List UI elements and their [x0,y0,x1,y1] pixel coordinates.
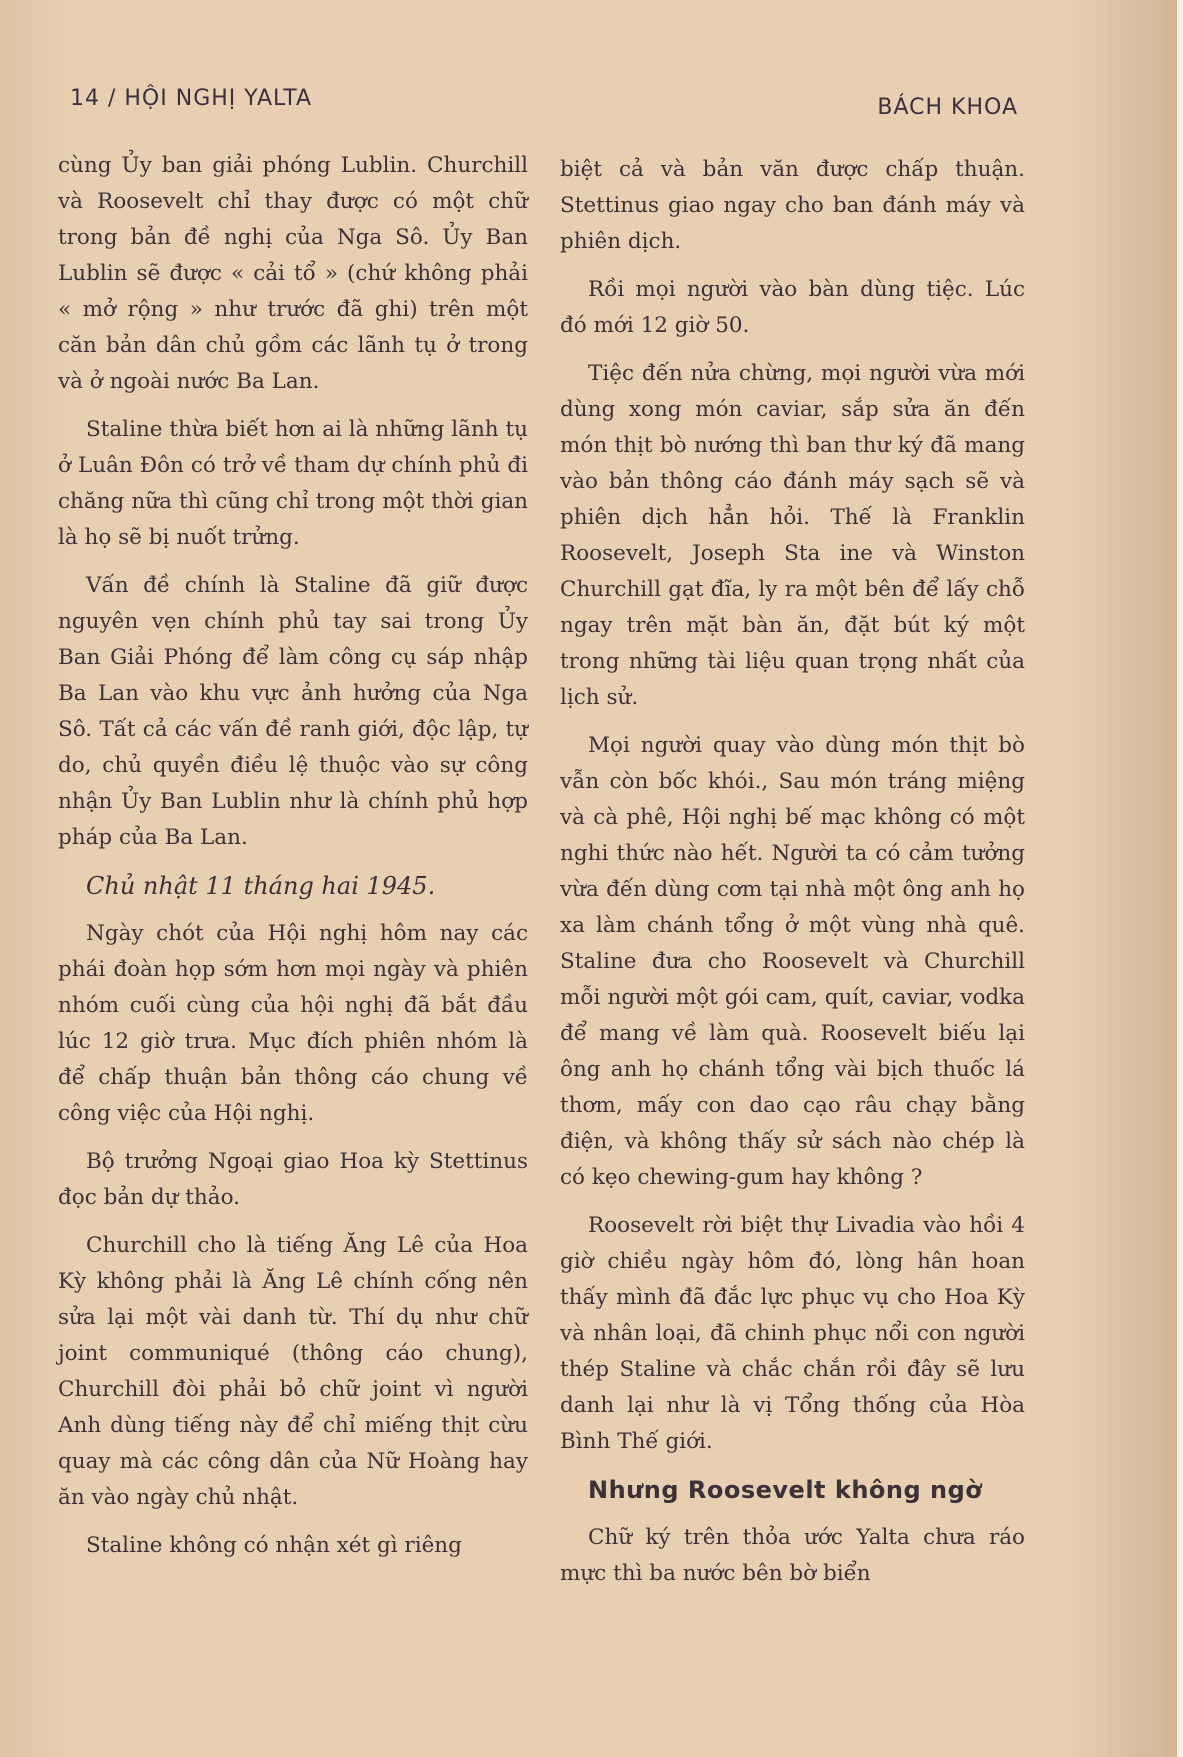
right-column [560,152,1025,1604]
paragraph: Staline không có nhận xét gì riêng [86,1533,462,1558]
paragraph: Roosevelt rời biệt thự Livadia vào hồi 4 giờ chiều ngày hôm đó, lòng hân hoan thấy mình đã đắc lực phục vụ cho Hoa Kỳ và nhân loại, đã chinh phục nổi con người thép Staline và chắc chắn rồi đây sẽ lưu danh lại như là vị Tổng thống của Hòa Bình Thế giới. [560,1213,1025,1454]
paragraph: cùng Ủy ban giải phóng Lublin. Churchill và Roosevelt chỉ thay được có một chữ trong bản đề nghị của Nga Sô. Ủy Ban Lublin sẽ được « cải tổ » (chứ không phải « mở rộng » như trước đã ghi) trên một căn bản dân chủ gồm các lãnh tụ ở trong và ở ngoài nước Ba Lan. [58,153,528,394]
paragraph: Rồi mọi người vào bàn dùng tiệc. Lúc đó mới 12 giờ 50. [560,277,1025,338]
paragraph: Tiệc đến nửa chừng, mọi người vừa mới dùng xong món caviar, sắp sửa ăn đến món thịt bò nướng thì ban thư ký đã mang vào bản thông cáo đánh máy sạch sẽ và phiên dịch hẳn hỏi. Thế là Franklin Roosevelt, Joseph Sta ine và Winston Churchill gạt đĩa, ly ra một bên để lấy chỗ ngay trên mặt bàn ăn, đặt bút ký một trong những tài liệu quan trọng nhất của lịch sử. [560,361,1025,710]
paragraph: Vấn đề chính là Staline đã giữ được nguyên vẹn chính phủ tay sai trong Ủy Ban Giải Phóng để làm công cụ sáp nhập Ba Lan vào khu vực ảnh hưởng của Nga Sô. Tất cả các vấn đề ranh giới, độc lập, tự do, chủ quyền điều lệ thuộc vào sự công nhận Ủy Ban Lublin như là chính phủ hợp pháp của Ba Lan. [58,573,528,850]
paragraph: Churchill cho là tiếng Ăng Lê của Hoa Kỳ không phải là Ăng Lê chính cống nên sửa lại một vài danh từ. Thí dụ như chữ joint communiqué (thông cáo chung), Churchill đòi phải bỏ chữ joint vì người Anh dùng tiếng này để chỉ miếng thịt cừu quay mà các công dân của Nữ Hoàng hay ăn vào ngày chủ nhật. [58,1233,528,1510]
running-head: BÁCH KHOA [877,95,1018,120]
dateline: Chủ nhật 11 tháng hai 1945. [86,872,436,900]
paragraph: biệt cả và bản văn được chấp thuận. Stettinus giao ngay cho ban đánh máy và phiên dịch. [560,157,1025,254]
section-subheading: Nhưng Roosevelt không ngờ [588,1476,983,1504]
paragraph: Chữ ký trên thỏa ước Yalta chưa ráo mực thì ba nước bên bờ biển [560,1525,1025,1586]
paragraph: Bộ trưởng Ngoại giao Hoa kỳ Stettinus đọc bản dự thảo. [58,1149,528,1210]
left-column [58,148,528,1576]
page-header-left: 14 / HỘI NGHỊ YALTA [70,86,313,111]
paragraph: Staline thừa biết hơn ai là những lãnh tụ ở Luân Đôn có trở về tham dự chính phủ đi chăng nữa thì cũng chỉ trong một thời gian là họ sẽ bị nuốt trửng. [58,417,528,550]
paragraph: Ngày chót của Hội nghị hôm nay các phái đoàn họp sớm hơn mọi ngày và phiên nhóm cuối cùng của hội nghị đã bắt đầu lúc 12 giờ trưa. Mục đích phiên nhóm là để chấp thuận bản thông cáo chung về công việc của Hội nghị. [58,921,528,1126]
page-edge [1177,0,1183,1757]
paragraph: Mọi người quay vào dùng món thịt bò vẫn còn bốc khói., Sau món tráng miệng và cà phê, Hội nghị bế mạc không có một nghi thức nào hết. Người ta có cảm tưởng vừa đến dùng cơm tại nhà một ông anh họ xa làm chánh tổng ở một vùng nhà quê. Staline đưa cho Roosevelt và Churchill mỗi người một gói cam, quít, caviar, vodka để mang về làm quà. Roosevelt biếu lại ông anh họ chánh tổng vài bịch thuốc lá thơm, mấy con dao cạo râu chạy bằng điện, và không thấy sử sách nào chép là có kẹo chewing-gum hay không ? [560,733,1025,1190]
